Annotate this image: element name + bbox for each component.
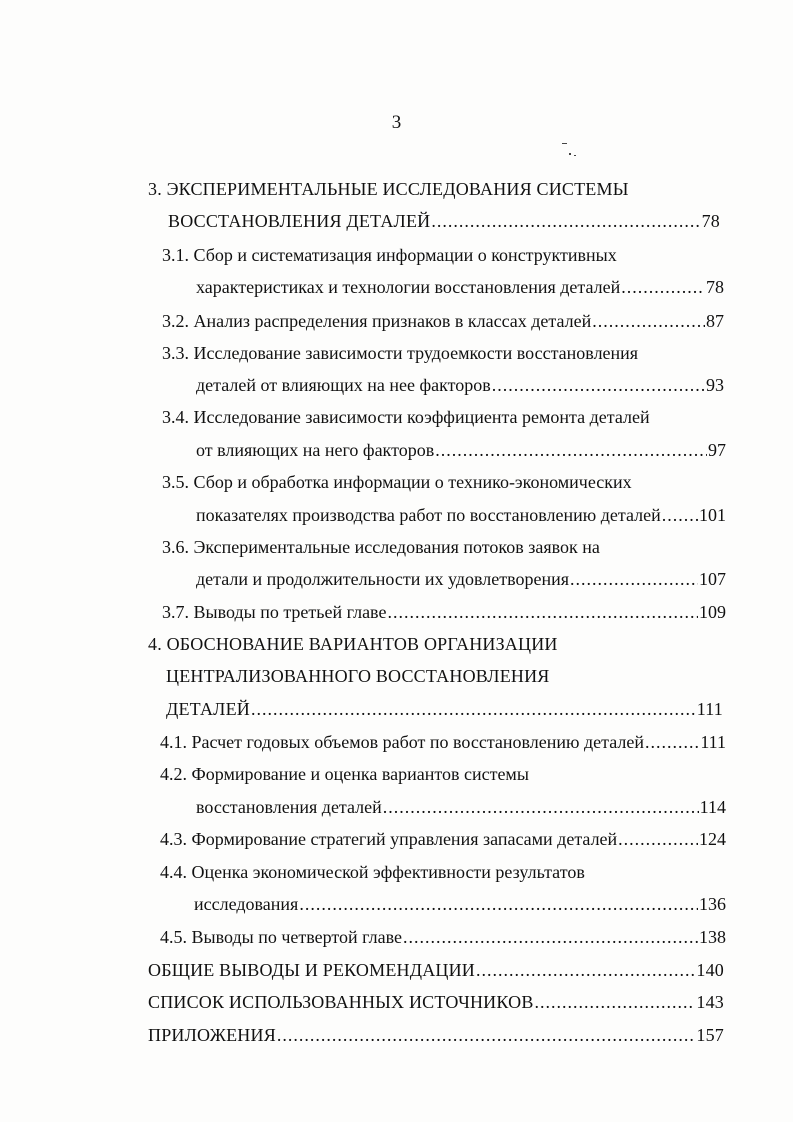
toc-entry-heading: ОБЩИЕ ВЫВОДЫ И РЕКОМЕНДАЦИИ ..... 140	[148, 957, 724, 983]
toc-entry: деталей от влияющих на нее факторов ..... 93	[196, 372, 724, 398]
toc-page-number: 143	[696, 992, 724, 1012]
toc-page-number: 124	[699, 829, 726, 849]
toc-entry: 4.3. Формирование стратегий управления запасами деталей ..... 124	[160, 826, 726, 852]
leader-dots	[535, 989, 696, 1015]
toc-page-number: 93	[706, 375, 724, 395]
leader-dots	[645, 729, 699, 755]
toc-entry: 4.4. Оценка экономической эффективности результатов	[160, 862, 585, 882]
toc-entry: 4.1. Расчет годовых объемов работ по восстановлению деталей ..... 111	[160, 729, 726, 755]
toc-page-number: 87	[706, 311, 724, 331]
toc-page-number: 111	[700, 732, 726, 752]
leader-dots	[251, 696, 696, 722]
leader-dots	[621, 274, 705, 300]
toc-entry: характеристиках и технологии восстановления деталей ..... 78	[196, 274, 724, 300]
scan-speck	[569, 153, 571, 155]
leader-dots	[431, 208, 700, 234]
toc-page-number: 111	[696, 699, 723, 719]
leader-dots	[387, 599, 698, 625]
scan-speck	[574, 155, 576, 156]
toc-page-number: 136	[699, 894, 726, 914]
toc-entry: 3.2. Анализ распределения признаков в классах деталей ..... 87	[162, 308, 724, 334]
leader-dots	[618, 826, 698, 852]
toc-page-number: 78	[701, 211, 720, 231]
toc-entry: 3.3. Исследование зависимости трудоемкости восстановления	[162, 343, 639, 363]
leader-dots	[383, 794, 699, 820]
toc-entry: исследования ..... 136	[194, 891, 726, 917]
toc-entry-heading: ВОССТАНОВЛЕНИЯ ДЕТАЛЕЙ ..... 78	[168, 208, 720, 234]
toc-entry: 3.6. Экспериментальные исследования потоков заявок на	[162, 537, 600, 557]
toc-entry: показателях производства работ по восстановлению деталей ..... 101	[196, 502, 726, 528]
toc-entry: 3.1. Сбор и систематизация информации о конструктивных	[162, 245, 617, 265]
leader-dots	[492, 372, 705, 398]
toc-page-number: 157	[696, 1025, 724, 1045]
toc-page-number: 140	[696, 960, 724, 980]
toc-entry: 3.4. Исследование зависимости коэффициента ремонта деталей	[162, 407, 650, 427]
toc-entry: 3.7. Выводы по третьей главе ..... 109	[162, 599, 726, 625]
leader-dots	[403, 924, 698, 950]
toc-page-number: 78	[706, 277, 724, 297]
toc-entry: 3.5. Сбор и обработка информации о технико-экономических	[162, 472, 632, 492]
leader-dots	[435, 437, 707, 463]
toc-page-number: 138	[699, 927, 726, 947]
leader-dots	[299, 891, 698, 917]
toc-entry: 4.5. Выводы по четвертой главе ..... 138	[160, 924, 726, 950]
toc-entry: от влияющих на него факторов ..... 97	[196, 437, 726, 463]
toc-entry-heading: ДЕТАЛЕЙ ..... 111	[166, 696, 723, 722]
toc-page-number: 101	[699, 505, 726, 525]
scan-speck	[562, 143, 567, 144]
leader-dots	[662, 502, 698, 528]
page-number: 3	[391, 112, 402, 133]
toc-entry: восстановления деталей ..... 114	[196, 794, 726, 820]
toc-page-number: 97	[708, 440, 726, 460]
toc-page-number: 114	[699, 797, 726, 817]
toc-entry-heading: СПИСОК ИСПОЛЬЗОВАННЫХ ИСТОЧНИКОВ ..... 143	[148, 989, 724, 1015]
toc-page-number: 109	[699, 602, 726, 622]
toc-entry-heading: 3. ЭКСПЕРИМЕНТАЛЬНЫЕ ИССЛЕДОВАНИЯ СИСТЕМЫ	[148, 179, 629, 199]
leader-dots	[570, 566, 698, 592]
toc-entry: детали и продолжительности их удовлетворения ..... 107	[196, 566, 726, 592]
leader-dots	[592, 308, 705, 334]
leader-dots	[476, 957, 695, 983]
toc-entry-heading: 4. ОБОСНОВАНИЕ ВАРИАНТОВ ОРГАНИЗАЦИИ	[148, 634, 558, 654]
toc-entry-heading: ЦЕНТРАЛИЗОВАННОГО ВОССТАНОВЛЕНИЯ	[166, 666, 550, 686]
toc-entry-heading: ПРИЛОЖЕНИЯ ..... 157	[148, 1022, 724, 1048]
toc-entry: 4.2. Формирование и оценка вариантов системы	[160, 764, 529, 784]
leader-dots	[277, 1022, 695, 1048]
toc-page-number: 107	[699, 569, 726, 589]
